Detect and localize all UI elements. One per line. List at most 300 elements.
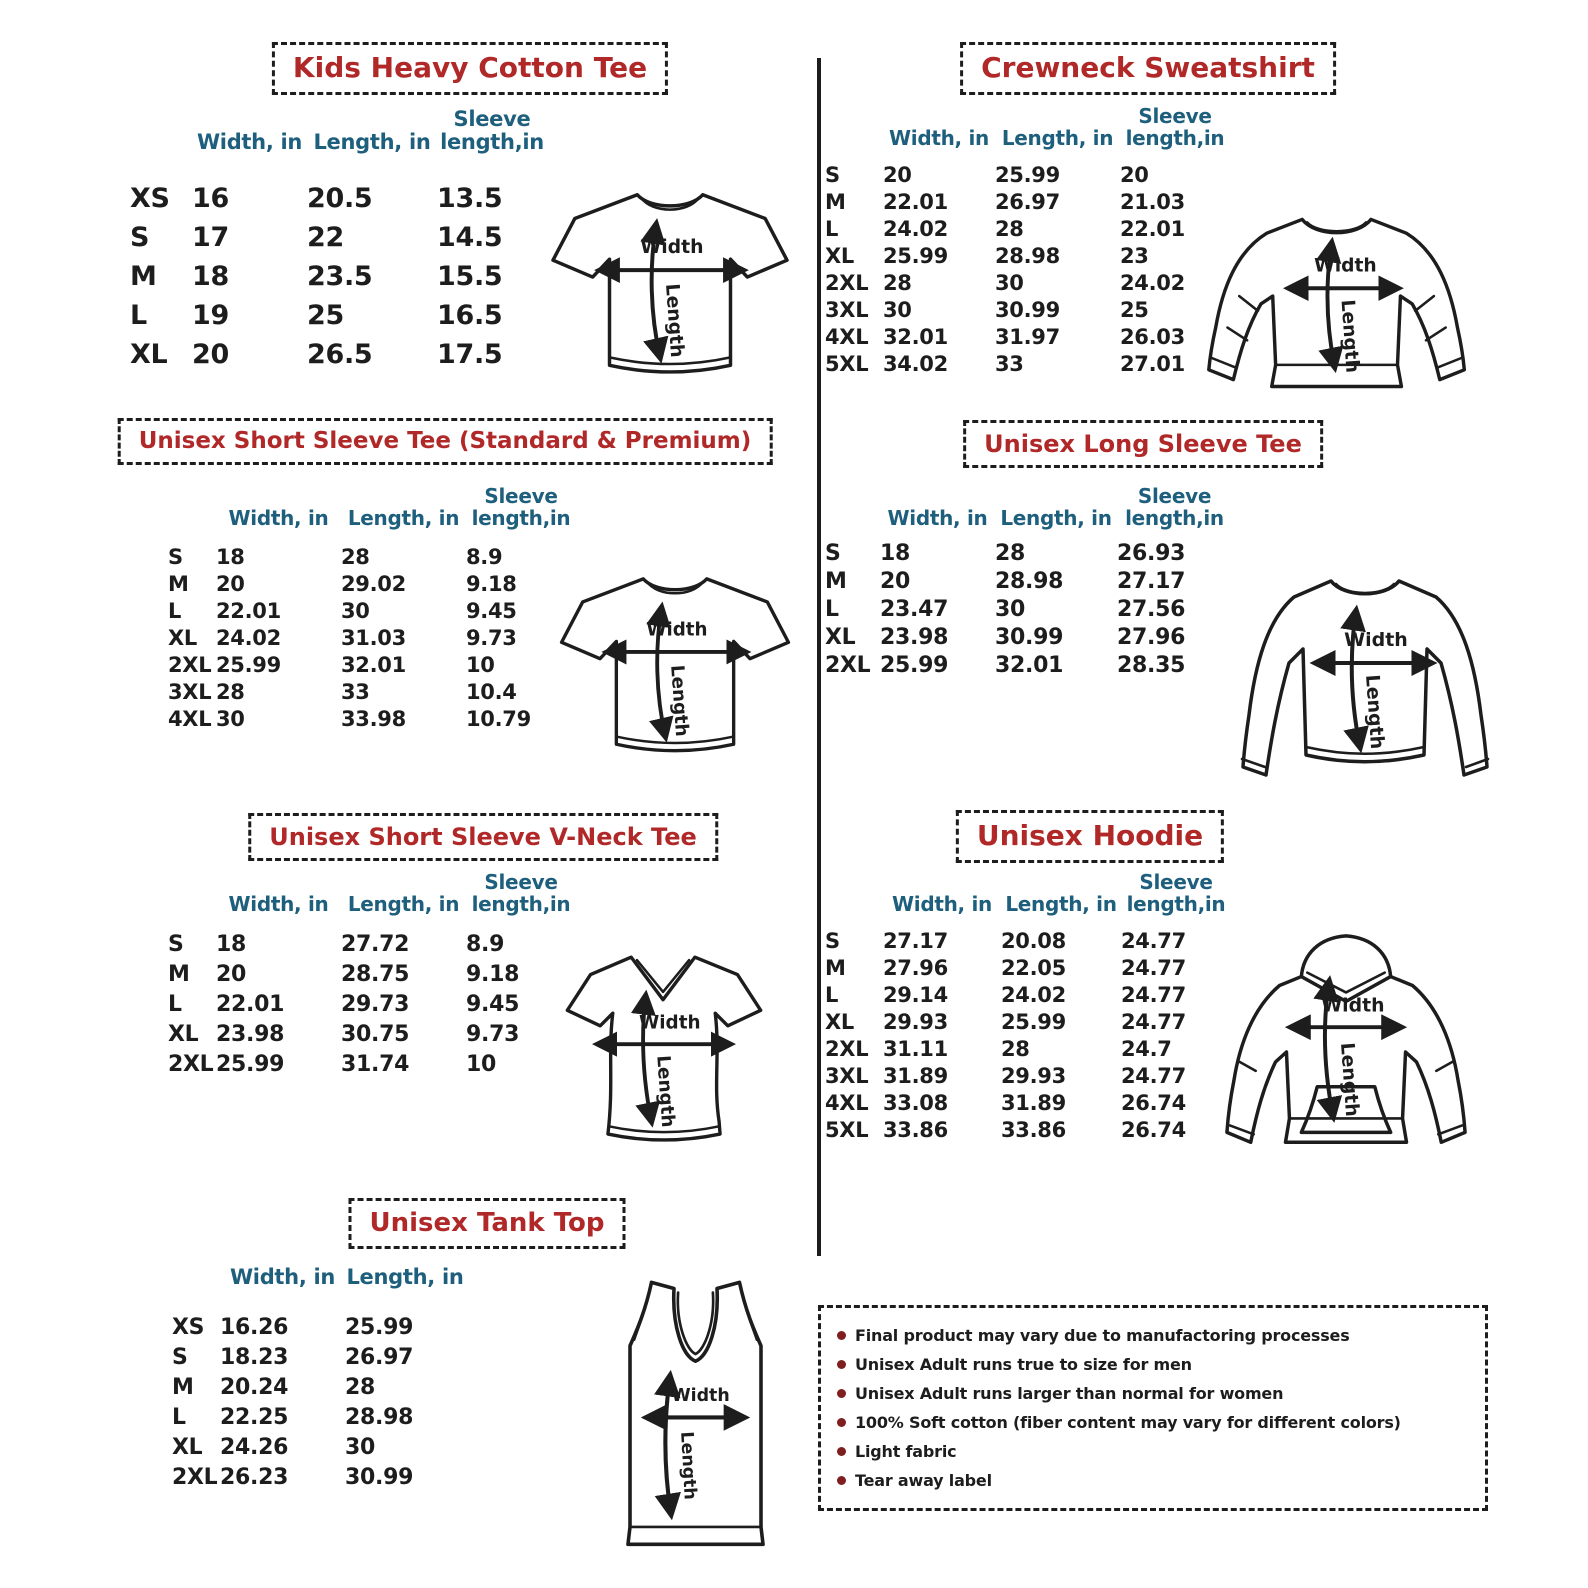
col-header-sleeve-line2: length,in xyxy=(471,505,571,530)
size-label: XL xyxy=(172,1435,203,1461)
section-title-long-sleeve: Unisex Long Sleeve Tee xyxy=(963,420,1323,468)
length-value: 28 xyxy=(995,540,1026,566)
table-header xyxy=(825,486,1232,529)
size-label: 2XL xyxy=(825,270,869,295)
sleeve-value: 28.35 xyxy=(1117,652,1186,678)
size-row xyxy=(825,350,1230,377)
table-body xyxy=(825,539,1232,679)
width-value: 20 xyxy=(883,162,912,187)
length-value: 31.03 xyxy=(341,625,406,650)
size-row xyxy=(168,678,576,705)
tank-table xyxy=(172,1266,465,1493)
col-header-length: Length, in xyxy=(313,129,431,154)
col-header-sleeve-line2: length,in xyxy=(1126,891,1226,916)
size-label: 2XL xyxy=(168,1051,214,1077)
note-text: 100% Soft cotton (fiber content may vary for different colors) xyxy=(855,1413,1401,1432)
length-value: 30 xyxy=(995,596,1026,622)
size-label: 2XL xyxy=(825,1036,869,1061)
length-arrow-label: Length xyxy=(652,1054,679,1129)
width-value: 27.96 xyxy=(883,955,948,980)
size-row xyxy=(825,215,1230,242)
size-label: M xyxy=(825,189,846,214)
col-header-sleeve xyxy=(466,872,576,915)
sleeve-value: 24.7 xyxy=(1121,1036,1172,1061)
note-item xyxy=(837,1466,1469,1495)
crewneck-table xyxy=(825,106,1230,377)
length-value: 30 xyxy=(995,270,1024,295)
col-header-sleeve-line2: length,in xyxy=(1125,505,1224,530)
sleeve-value: 10 xyxy=(466,1051,497,1077)
width-value: 23.47 xyxy=(880,596,949,622)
table-body xyxy=(825,927,1231,1143)
width-value: 34.02 xyxy=(883,351,948,376)
sleeve-value: 26.74 xyxy=(1121,1090,1186,1115)
sleeve-value: 16.5 xyxy=(437,300,503,332)
size-label: L xyxy=(825,216,839,241)
size-label: 2XL xyxy=(168,652,212,677)
sleeve-value: 24.77 xyxy=(1121,1063,1186,1088)
width-value: 22.25 xyxy=(220,1405,289,1431)
size-label: 4XL xyxy=(825,324,869,349)
length-value: 20.08 xyxy=(1001,928,1066,953)
note-item xyxy=(837,1408,1469,1437)
note-text: Final product may vary due to manufactoring processes xyxy=(855,1326,1350,1345)
col-header-width: Width, in xyxy=(892,891,992,916)
size-label: 3XL xyxy=(825,297,869,322)
kids-tee-table xyxy=(130,108,547,374)
size-label: 5XL xyxy=(825,351,869,376)
size-row xyxy=(825,269,1230,296)
sleeve-value: 24.77 xyxy=(1121,955,1186,980)
bullet-icon xyxy=(837,1360,846,1369)
length-value: 28 xyxy=(995,216,1024,241)
tshirt-illustration xyxy=(540,163,800,401)
length-value: 29.02 xyxy=(341,571,406,596)
size-row xyxy=(825,595,1232,623)
sleeve-value: 9.73 xyxy=(466,1021,520,1047)
length-value: 22 xyxy=(307,222,344,254)
hoodie-illustration xyxy=(1202,922,1490,1180)
sleeve-value: 10 xyxy=(466,652,495,677)
length-value: 28.98 xyxy=(995,243,1060,268)
width-arrow-label: Width xyxy=(640,237,704,259)
section-title-crewneck: Crewneck Sweatshirt xyxy=(960,42,1336,95)
col-header-sleeve-line2: length,in xyxy=(440,129,544,154)
vneck-table xyxy=(168,872,576,1079)
col-header-length: Length, in xyxy=(346,1265,464,1289)
size-label: 4XL xyxy=(168,706,212,731)
length-value: 30.99 xyxy=(995,624,1064,650)
width-value: 33.08 xyxy=(883,1090,948,1115)
bullet-icon xyxy=(837,1447,846,1456)
width-value: 31.89 xyxy=(883,1063,948,1088)
col-header-sleeve xyxy=(437,108,547,153)
sleeve-value: 9.45 xyxy=(466,598,517,623)
sleeve-value: 27.01 xyxy=(1120,351,1185,376)
sleeve-value: 10.79 xyxy=(466,706,531,731)
width-value: 17 xyxy=(192,222,229,254)
table-body xyxy=(172,1313,465,1493)
bullet-icon xyxy=(837,1418,846,1427)
length-value: 33 xyxy=(995,351,1024,376)
length-arrow-label: Length xyxy=(666,664,693,738)
sleeve-value: 21.03 xyxy=(1120,189,1185,214)
sleeve-value: 26.93 xyxy=(1117,540,1186,566)
size-row xyxy=(172,1403,465,1433)
long-sleeve-illustration xyxy=(1228,545,1508,800)
length-value: 28.98 xyxy=(345,1405,414,1431)
width-value: 24.02 xyxy=(216,625,281,650)
size-label: XL xyxy=(168,1021,199,1047)
sleeve-value: 25 xyxy=(1120,297,1149,322)
length-arrow-label: Length xyxy=(1361,673,1389,750)
size-row xyxy=(172,1433,465,1463)
size-row xyxy=(168,651,576,678)
table-header xyxy=(130,108,547,153)
size-row xyxy=(168,989,576,1019)
note-text: Tear away label xyxy=(855,1471,992,1490)
width-value: 33.86 xyxy=(883,1117,948,1142)
width-value: 22.01 xyxy=(216,598,281,623)
width-arrow-label: Width xyxy=(646,619,708,641)
length-value: 24.02 xyxy=(1001,982,1066,1007)
size-row xyxy=(168,1049,576,1079)
length-value: 32.01 xyxy=(995,652,1064,678)
tank-outline xyxy=(628,1282,763,1544)
width-arrow-label: Width xyxy=(1321,995,1385,1017)
sleeve-value: 13.5 xyxy=(437,183,503,215)
col-header-sleeve-line1: Sleeve xyxy=(484,870,558,894)
vneck-illustration xyxy=(548,928,780,1170)
notes-box xyxy=(818,1305,1488,1511)
note-item xyxy=(837,1350,1469,1379)
note-item xyxy=(837,1321,1469,1350)
width-value: 20 xyxy=(880,568,911,594)
col-header-length: Length, in xyxy=(347,505,460,530)
note-text: Unisex Adult runs true to size for men xyxy=(855,1355,1192,1374)
width-value: 20 xyxy=(216,961,247,987)
tank-top-illustration xyxy=(588,1266,803,1573)
size-row xyxy=(825,1089,1231,1116)
size-label: 2XL xyxy=(825,652,871,678)
section-title-hoodie: Unisex Hoodie xyxy=(956,810,1224,863)
length-value: 25.99 xyxy=(995,162,1060,187)
sleeve-value: 24.77 xyxy=(1121,1009,1186,1034)
length-arrow-label: Length xyxy=(676,1430,700,1501)
size-row xyxy=(168,929,576,959)
sleeve-value: 17.5 xyxy=(437,339,503,371)
width-value: 22.01 xyxy=(216,991,285,1017)
length-value: 28 xyxy=(345,1375,376,1401)
note-item xyxy=(837,1379,1469,1408)
length-value: 28.75 xyxy=(341,961,410,987)
size-label: M xyxy=(172,1375,194,1401)
width-value: 30 xyxy=(216,706,245,731)
size-label: XL xyxy=(825,624,856,650)
size-label: L xyxy=(168,598,182,623)
size-row xyxy=(825,296,1230,323)
sleeve-value: 9.45 xyxy=(466,991,520,1017)
size-label: XS xyxy=(130,183,170,215)
size-label: 3XL xyxy=(168,679,212,704)
sleeve-value: 22.01 xyxy=(1120,216,1185,241)
sleeve-value: 23 xyxy=(1120,243,1149,268)
col-header-length: Length, in xyxy=(347,891,460,916)
sleeve-value: 26.03 xyxy=(1120,324,1185,349)
size-row xyxy=(825,323,1230,350)
col-header-length: Length, in xyxy=(1000,505,1112,530)
size-label: L xyxy=(130,300,147,332)
width-value: 29.14 xyxy=(883,982,948,1007)
length-value: 26.5 xyxy=(307,339,373,371)
size-row xyxy=(825,927,1231,954)
size-row xyxy=(168,705,576,732)
length-value: 28.98 xyxy=(995,568,1064,594)
size-row xyxy=(825,651,1232,679)
col-header-width: Width, in xyxy=(196,129,303,154)
length-value: 30.75 xyxy=(341,1021,410,1047)
width-arrow-label: Width xyxy=(671,1386,730,1407)
size-label: L xyxy=(825,982,839,1007)
col-header-width: Width, in xyxy=(228,505,329,530)
col-header-sleeve-line1: Sleeve xyxy=(484,484,558,508)
size-label: M xyxy=(825,955,846,980)
table-body xyxy=(825,161,1230,377)
sleeve-value: 24.02 xyxy=(1120,270,1185,295)
size-label: S xyxy=(168,931,184,957)
width-value: 30 xyxy=(883,297,912,322)
width-value: 20.24 xyxy=(220,1375,289,1401)
size-label: S xyxy=(825,162,840,187)
note-text: Light fabric xyxy=(855,1442,957,1461)
col-header-width: Width, in xyxy=(889,125,989,150)
size-label: XL xyxy=(825,243,854,268)
size-label: M xyxy=(825,568,847,594)
width-value: 18 xyxy=(880,540,911,566)
width-value: 26.23 xyxy=(220,1465,289,1491)
width-value: 16 xyxy=(192,183,229,215)
sleeve-value: 9.18 xyxy=(466,571,517,596)
size-label: 3XL xyxy=(825,1063,869,1088)
table-header xyxy=(172,1266,465,1289)
col-header-sleeve xyxy=(1117,486,1232,529)
sleeve-value: 10.4 xyxy=(466,679,517,704)
table-body xyxy=(130,179,547,374)
size-row xyxy=(130,257,547,296)
length-value: 25 xyxy=(307,300,344,332)
col-header-sleeve-line1: Sleeve xyxy=(1137,484,1212,508)
col-header-width: Width, in xyxy=(229,1265,336,1289)
width-value: 23.98 xyxy=(216,1021,285,1047)
size-row xyxy=(825,161,1230,188)
size-label: M xyxy=(168,571,189,596)
sleeve-value: 27.56 xyxy=(1117,596,1186,622)
size-row xyxy=(825,567,1232,595)
width-value: 24.02 xyxy=(883,216,948,241)
size-label: M xyxy=(168,961,190,987)
column-divider xyxy=(817,58,821,1256)
width-value: 18 xyxy=(216,931,247,957)
sleeve-value: 9.18 xyxy=(466,961,520,987)
size-label: L xyxy=(825,596,839,622)
length-value: 33.86 xyxy=(1001,1117,1066,1142)
size-row xyxy=(130,179,547,218)
size-label: XS xyxy=(172,1315,205,1341)
width-value: 20 xyxy=(216,571,245,596)
size-row xyxy=(130,296,547,335)
size-row xyxy=(168,597,576,624)
size-label: 4XL xyxy=(825,1090,869,1115)
col-header-sleeve-line2: length,in xyxy=(471,891,571,916)
length-arrow-label: Length xyxy=(1336,298,1363,374)
width-value: 24.26 xyxy=(220,1435,289,1461)
size-row xyxy=(825,1062,1231,1089)
width-arrow-label: Width xyxy=(639,1012,701,1034)
size-row xyxy=(168,624,576,651)
long-sleeve-table xyxy=(825,486,1232,679)
length-value: 32.01 xyxy=(341,652,406,677)
sleeve-value: 15.5 xyxy=(437,261,503,293)
col-header-sleeve-line1: Sleeve xyxy=(453,107,531,131)
size-label: S xyxy=(825,928,840,953)
tshirt-illustration xyxy=(550,548,800,779)
width-value: 25.99 xyxy=(880,652,949,678)
note-item xyxy=(837,1437,1469,1466)
width-value: 29.93 xyxy=(883,1009,948,1034)
length-value: 31.89 xyxy=(1001,1090,1066,1115)
section-title-short-sleeve: Unisex Short Sleeve Tee (Standard & Premium) xyxy=(118,418,773,465)
sleeve-value: 14.5 xyxy=(437,222,503,254)
col-header-sleeve xyxy=(1121,872,1231,915)
sleeve-value: 8.9 xyxy=(466,931,505,957)
length-value: 30 xyxy=(345,1435,376,1461)
size-row xyxy=(172,1313,465,1343)
size-row xyxy=(825,1116,1231,1143)
col-header-sleeve-line2: length,in xyxy=(1125,125,1225,150)
size-label: XL xyxy=(168,625,197,650)
section-title-vneck: Unisex Short Sleeve V-Neck Tee xyxy=(248,813,718,861)
col-header-sleeve-line1: Sleeve xyxy=(1139,870,1213,894)
size-label: S xyxy=(130,222,150,254)
width-arrow-label: Width xyxy=(1344,629,1408,651)
sleeve-value: 27.17 xyxy=(1117,568,1186,594)
sleeve-value: 20 xyxy=(1120,162,1149,187)
width-value: 25.99 xyxy=(216,652,281,677)
section-title-tank: Unisex Tank Top xyxy=(348,1198,625,1249)
size-row xyxy=(172,1463,465,1493)
size-label: L xyxy=(172,1405,186,1431)
length-value: 30 xyxy=(341,598,370,623)
table-header xyxy=(168,872,576,915)
width-value: 22.01 xyxy=(883,189,948,214)
width-value: 19 xyxy=(192,300,229,332)
width-arrow-label: Width xyxy=(1314,255,1377,277)
size-row xyxy=(825,954,1231,981)
short-sleeve-table xyxy=(168,486,576,732)
length-value: 33 xyxy=(341,679,370,704)
width-value: 16.26 xyxy=(220,1315,289,1341)
bullet-icon xyxy=(837,1331,846,1340)
col-header-width: Width, in xyxy=(228,891,329,916)
length-value: 30.99 xyxy=(345,1465,414,1491)
size-row xyxy=(168,959,576,989)
sleeve-value: 24.77 xyxy=(1121,928,1186,953)
size-row xyxy=(130,218,547,257)
size-row xyxy=(172,1343,465,1373)
col-header-sleeve-line1: Sleeve xyxy=(1138,104,1212,128)
size-row xyxy=(825,1008,1231,1035)
length-value: 25.99 xyxy=(345,1315,414,1341)
length-value: 30.99 xyxy=(995,297,1060,322)
col-header-length: Length, in xyxy=(1001,125,1114,150)
length-value: 25.99 xyxy=(1001,1009,1066,1034)
width-value: 31.11 xyxy=(883,1036,948,1061)
width-value: 25.99 xyxy=(883,243,948,268)
bullet-icon xyxy=(837,1389,846,1398)
length-value: 26.97 xyxy=(345,1345,414,1371)
size-label: M xyxy=(130,261,157,293)
table-header xyxy=(168,486,576,529)
size-row xyxy=(825,242,1230,269)
size-row xyxy=(825,188,1230,215)
length-value: 31.97 xyxy=(995,324,1060,349)
size-label: 5XL xyxy=(825,1117,869,1142)
size-row xyxy=(168,543,576,570)
width-value: 18.23 xyxy=(220,1345,289,1371)
length-value: 31.74 xyxy=(341,1051,410,1077)
size-label: XL xyxy=(825,1009,854,1034)
sleeve-value: 26.74 xyxy=(1121,1117,1186,1142)
length-value: 28 xyxy=(1001,1036,1030,1061)
width-value: 18 xyxy=(192,261,229,293)
length-arrow-label: Length xyxy=(1336,1041,1363,1118)
table-header xyxy=(825,106,1230,149)
table-header xyxy=(825,872,1231,915)
sleeve-value: 8.9 xyxy=(466,544,503,569)
length-value: 20.5 xyxy=(307,183,373,215)
sleeve-value: 27.96 xyxy=(1117,624,1186,650)
width-value: 18 xyxy=(216,544,245,569)
bullet-icon xyxy=(837,1476,846,1485)
col-header-length: Length, in xyxy=(1005,891,1117,916)
note-text: Unisex Adult runs larger than normal for women xyxy=(855,1384,1284,1403)
width-value: 25.99 xyxy=(216,1051,285,1077)
size-row xyxy=(825,623,1232,651)
size-label: S xyxy=(825,540,841,566)
table-body xyxy=(168,543,576,732)
length-value: 33.98 xyxy=(341,706,406,731)
sleeve-value: 24.77 xyxy=(1121,982,1186,1007)
size-row xyxy=(168,570,576,597)
size-label: XL xyxy=(130,339,168,371)
size-label: S xyxy=(168,544,183,569)
width-value: 20 xyxy=(192,339,229,371)
size-label: L xyxy=(168,991,182,1017)
width-value: 27.17 xyxy=(883,928,948,953)
length-value: 26.97 xyxy=(995,189,1060,214)
size-label: S xyxy=(172,1345,188,1371)
length-value: 29.73 xyxy=(341,991,410,1017)
size-row xyxy=(825,981,1231,1008)
col-header-sleeve xyxy=(1120,106,1230,149)
size-label: 2XL xyxy=(172,1465,218,1491)
col-header-sleeve xyxy=(466,486,576,529)
table-body xyxy=(168,929,576,1079)
size-row xyxy=(130,335,547,374)
size-row xyxy=(168,1019,576,1049)
crewneck-illustration xyxy=(1198,178,1483,424)
section-title-kids-tee: Kids Heavy Cotton Tee xyxy=(272,42,668,95)
